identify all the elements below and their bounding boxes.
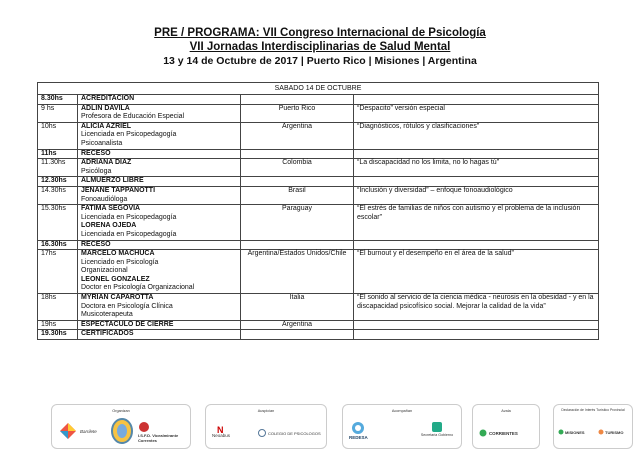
colegio-icon — [258, 429, 266, 437]
partners-box — [342, 404, 462, 449]
speaker-credential: Musicoterapeuta — [81, 311, 133, 319]
misiones-text: MISIONES — [565, 429, 585, 435]
speaker-name: LORENA OJEDA — [81, 222, 137, 230]
sponsors-box — [205, 404, 327, 449]
row-speaker — [78, 104, 241, 122]
speaker-credential: Profesora de Educación Especial — [81, 113, 185, 121]
secretaria-text: Secretaria Gobierno — [420, 433, 454, 437]
isfd-seal-icon — [110, 417, 134, 445]
row-country — [241, 149, 354, 159]
misiones-logo — [558, 429, 585, 435]
declaration-box — [553, 404, 633, 449]
speaker-credential: Licenciado en Psicología — [81, 258, 159, 266]
schedule-row — [38, 205, 599, 240]
schedule-row — [38, 149, 599, 159]
row-time: 18hs — [38, 294, 78, 321]
row-talk-title — [354, 330, 599, 340]
row-country — [241, 177, 354, 187]
speaker-credential: Licenciada en Psicopedagogía — [81, 131, 177, 139]
row-talk-title: “La discapacidad no los limita, no lo hagas tú” — [354, 159, 599, 177]
row-country: Argentina — [241, 320, 354, 330]
endorse-caption: Avala — [501, 409, 511, 413]
endorse-box — [472, 404, 540, 449]
speaker-credential: Organizacional — [81, 267, 128, 275]
row-speaker — [78, 122, 241, 149]
neoabus-text: Neoabus — [212, 433, 231, 438]
misiones-icon — [558, 429, 564, 435]
row-country: Argentina — [241, 122, 354, 149]
row-speaker — [78, 159, 241, 177]
turismo-icon — [598, 429, 604, 435]
date-header-row — [38, 83, 599, 95]
colegio-logo — [258, 429, 321, 437]
secretaria-logo — [415, 421, 459, 437]
program-subtitle: VII Jornadas Interdisciplinarias de Salud Mental — [189, 41, 451, 53]
speaker-name: MYRIAN CAPAROTTA — [81, 294, 154, 302]
row-time: 15.30hs — [38, 205, 78, 240]
barrilete-text: Barrilete — [80, 428, 97, 434]
corrientes-logo — [479, 429, 518, 437]
row-country — [241, 330, 354, 340]
colegio-text: COLEGIO DE PSICOLOGOS — [268, 430, 321, 436]
declaration-caption: Declaración de Interés Turístico Provincial — [561, 408, 625, 412]
neoabus-logo — [212, 425, 230, 438]
row-speaker — [78, 177, 241, 187]
date-title: SABADO 14 DE OCTUBRE — [38, 83, 599, 95]
speaker-credential: Licenciada en Psicopedagogía — [81, 213, 177, 221]
speaker-name: RECESO — [81, 149, 111, 157]
partners-caption: Acompañan — [391, 409, 413, 413]
row-time: 8.30hs — [38, 95, 78, 105]
program-dates: 13 y 14 de Octubre de 2017 | Puerto Rico | Misiones | Argentina — [163, 55, 477, 67]
schedule-row — [38, 177, 599, 187]
speaker-name: ESPECTACULO DE CIERRE — [81, 320, 174, 328]
isfd-text: I.S.F.D. Vicealmirante Correntes — [138, 433, 179, 443]
secretaria-icon — [431, 421, 443, 433]
row-speaker — [78, 186, 241, 204]
row-time: 9 hs — [38, 104, 78, 122]
speaker-name: FATIMA SEGOVIA — [81, 205, 141, 213]
row-time: 11hs — [38, 149, 78, 159]
row-time: 19.30hs — [38, 330, 78, 340]
row-talk-title: “Inclusión y diversidad” – enfoque fonoaudiológico — [354, 186, 599, 204]
schedule-row — [38, 330, 599, 340]
row-speaker — [78, 320, 241, 330]
barrilete-logo — [58, 421, 97, 441]
row-speaker — [78, 294, 241, 321]
row-time: 19hs — [38, 320, 78, 330]
row-time: 16.30hs — [38, 240, 78, 250]
row-speaker — [78, 149, 241, 159]
schedule-row — [38, 294, 599, 321]
neoabus-icon — [216, 425, 226, 433]
row-time: 14.30hs — [38, 186, 78, 204]
speaker-name: ALICIA AZRIEL — [81, 122, 132, 130]
row-talk-title — [354, 149, 599, 159]
svg-text:N: N — [217, 425, 224, 433]
speaker-name: LEONEL GONZALEZ — [81, 275, 150, 283]
redesa-icon — [351, 421, 365, 435]
row-talk-title: “El burnout y el desempeño en el área de la salud” — [354, 250, 599, 294]
speaker-name: MARCELO MACHUCA — [81, 250, 155, 258]
speaker-name: CERTIFICADOS — [81, 330, 134, 338]
speaker-credential: Doctora en Psicología Clínica — [81, 302, 173, 310]
program-title: PRE / PROGRAMA: VII Congreso Internacional de Psicología — [154, 27, 486, 39]
row-country: Argentina/Estados Unidos/Chile — [241, 250, 354, 294]
speaker-name: ADRIANA DIAZ — [81, 159, 132, 167]
schedule-row — [38, 320, 599, 330]
row-talk-title — [354, 240, 599, 250]
speaker-credential: Doctor en Psicología Organizacional — [81, 284, 195, 292]
row-time: 12.30hs — [38, 177, 78, 187]
page-header — [0, 26, 640, 68]
speaker-credential: Fonoaudióloga — [81, 195, 128, 203]
organizers-caption: Organizan — [112, 409, 130, 413]
row-talk-title — [354, 320, 599, 330]
schedule-row — [38, 240, 599, 250]
row-country: Paraguay — [241, 205, 354, 240]
row-country: Italia — [241, 294, 354, 321]
isfd-logo — [138, 421, 188, 443]
turismo-logo — [598, 429, 623, 435]
turismo-text: TURISMO — [605, 429, 624, 435]
redesa-logo — [349, 421, 368, 440]
speaker-name: ADLIN DAVILA — [81, 104, 130, 112]
isfd-icon — [138, 421, 150, 433]
row-country: Puerto Rico — [241, 104, 354, 122]
schedule-row — [38, 104, 599, 122]
corrientes-text: CORRIENTES — [489, 430, 518, 436]
schedule-table — [37, 82, 599, 340]
sponsors-caption: Auspician — [257, 409, 275, 413]
row-speaker — [78, 95, 241, 105]
organizers-box — [51, 404, 191, 449]
row-country: Colombia — [241, 159, 354, 177]
schedule-row — [38, 95, 599, 105]
speaker-name: JENANE TAPPANOTTI — [81, 186, 156, 194]
row-speaker — [78, 330, 241, 340]
row-speaker — [78, 250, 241, 294]
speaker-name: ACREDITACION — [81, 95, 135, 102]
row-country — [241, 95, 354, 105]
speaker-credential: Psicóloga — [81, 167, 112, 175]
row-time: 17hs — [38, 250, 78, 294]
row-speaker — [78, 205, 241, 240]
row-country: Brasil — [241, 186, 354, 204]
row-talk-title: “El sonido al servicio de la ciencia médica - neurosis en la obesidad - y en la discapacidad psicofísico social. Mejorar la calidad de la vida” — [354, 294, 599, 321]
row-time: 11.30hs — [38, 159, 78, 177]
speaker-credential: Psicoanalista — [81, 139, 123, 147]
corrientes-icon — [479, 429, 487, 437]
speaker-name: ALMUERZO LIBRE — [81, 177, 144, 185]
row-time: 10hs — [38, 122, 78, 149]
row-country — [241, 240, 354, 250]
schedule-row — [38, 186, 599, 204]
row-talk-title — [354, 177, 599, 187]
schedule-row — [38, 250, 599, 294]
schedule-row — [38, 122, 599, 149]
speaker-credential: Licenciada en Psicopedagogía — [81, 230, 177, 238]
row-talk-title: “Despacito” versión especial — [354, 104, 599, 122]
row-speaker — [78, 240, 241, 250]
isfd-seal — [110, 417, 134, 445]
row-talk-title: “Diagnósticos, rótulos y clasificaciones” — [354, 122, 599, 149]
row-talk-title — [354, 95, 599, 105]
row-talk-title: “El estrés de familias de niños con autismo y el problema de la inclusión escolar” — [354, 205, 599, 240]
redesa-text: REDESA — [349, 435, 368, 440]
speaker-name: RECESO — [81, 240, 111, 248]
schedule-row — [38, 159, 599, 177]
